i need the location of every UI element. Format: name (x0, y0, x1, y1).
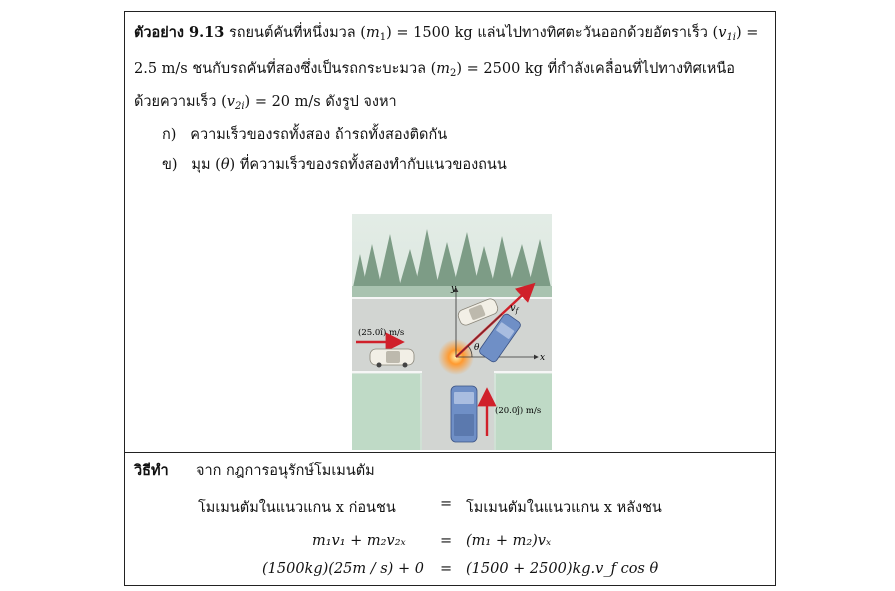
row1-eq: = (440, 496, 453, 512)
north-velocity-label: (20.0ĵ) m/s (495, 406, 542, 416)
problem-line-2: 2.5 m/s ชนกับรถคันที่สองซึ่งเป็นรถกระบะมวล $(m_2) = 2500$ kg ที่กำลังเคลื่อนที่ไปทางทิศเหนือ (134, 61, 735, 79)
section-divider (124, 452, 776, 453)
axis-x-label: x (540, 353, 546, 363)
row3-eq: = (440, 561, 453, 577)
solution-intro: จาก กฎการอนุรักษ์โมเมนตัม (196, 463, 375, 479)
problem-line-3: ด้วยความเร็ว $(v_{2i}) = 20$ m/s ดังรูป จงหา (134, 94, 397, 112)
question-b: ข) มุม (θ) ที่ความเร็วของรถทั้งสองทำกับแนวของถนน (162, 157, 507, 173)
vf-label: $v_f$ (510, 303, 519, 315)
row3-left: (1500kg)(25m / s) + 0 (262, 561, 424, 577)
row2-right: (m₁ + m₂)vₓ (466, 533, 552, 549)
theta-label: θ (474, 343, 480, 353)
question-a: ก) ความเร็วของรถทั้งสอง ถ้ารถทั้งสองติดกัน (162, 127, 448, 143)
collision-figure (352, 214, 552, 450)
row2-left: m₁v₁ + m₂v₂ₓ (312, 533, 406, 549)
east-velocity-label: (25.0î) m/s (358, 328, 405, 338)
row3-right: (1500 + 2500)kg.v_f cos θ (466, 561, 659, 577)
problem-line-1: ตัวอย่าง 9.13 รถยนต์คันที่หนึ่งมวล $(m_1) = 1500$ kg แล่นไปทางทิศตะวันออกด้วยอัตราเร็ว $(v_{1i})$ = (134, 24, 759, 43)
axis-y-label: y (451, 284, 457, 294)
row1-left: โมเมนตัมในแนวแกน x ก่อนชน (198, 500, 396, 516)
example-label: ตัวอย่าง 9.13 (134, 24, 225, 41)
solution-label: วิธีทำ (134, 462, 169, 479)
row1-right: โมเมนตัมในแนวแกน x หลังชน (466, 500, 662, 516)
grass-southwest (352, 374, 420, 450)
row2-eq: = (440, 533, 453, 549)
white-car-left (370, 349, 414, 368)
blue-truck-lower (451, 386, 477, 442)
